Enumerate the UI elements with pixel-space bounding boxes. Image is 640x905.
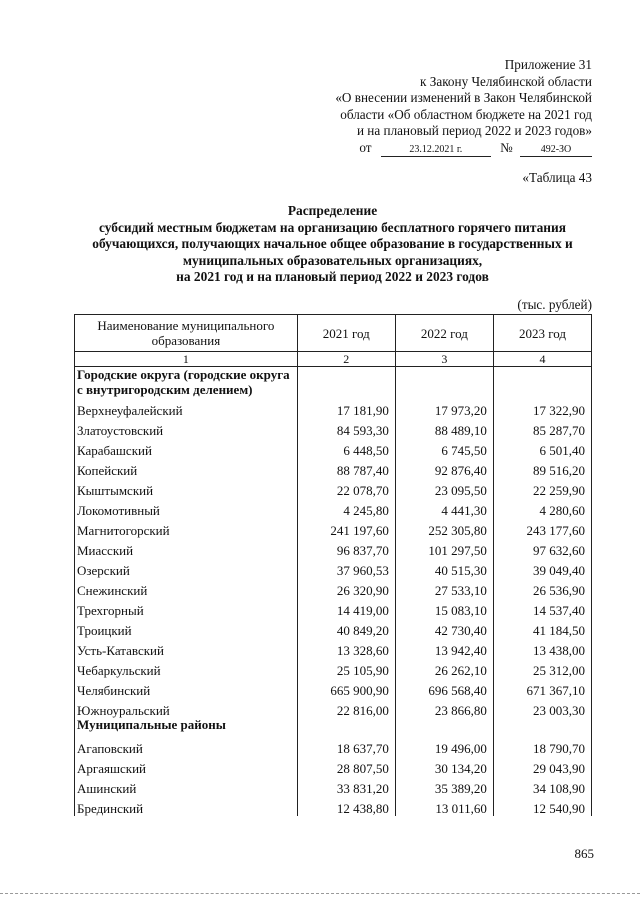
empty-cell [297,367,395,399]
value-2021: 37 960,53 [297,558,395,578]
municipality-name: Чебаркульский [75,658,298,678]
column-number: 3 [395,352,493,367]
value-2021: 26 320,90 [297,578,395,598]
empty-cell [395,718,493,736]
header-2023: 2023 год [493,315,591,352]
municipality-name: Челябинский [75,678,298,698]
municipality-name: Миасский [75,538,298,558]
table-row [75,558,592,578]
value-2021: 13 328,60 [297,638,395,658]
table-row [75,678,592,698]
value-2023: 41 184,50 [493,618,591,638]
value-2021: 96 837,70 [297,538,395,558]
value-2022: 17 973,20 [395,398,493,418]
value-2022: 13 011,60 [395,796,493,816]
table-body [75,367,592,817]
title-line: муниципальных образовательных организациях, [182,252,483,268]
section-title: Муниципальные районы [75,718,298,736]
column-number: 2 [297,352,395,367]
value-2021: 17 181,90 [297,398,395,418]
value-2023: 14 537,40 [493,598,591,618]
law-number: 492-ЗО [520,144,592,157]
municipality-name: Снежинский [75,578,298,598]
value-2022: 88 489,10 [395,418,493,438]
municipality-name: Троицкий [75,618,298,638]
table-reference: «Таблица 43 [522,170,592,185]
title-line: субсидий местным бюджетам на организацию бесплатного горячего питания [99,219,566,235]
value-2021: 4 245,80 [297,498,395,518]
title-line: обучающихся, получающих начальное общее образование в государственных и [92,236,573,252]
table-row [75,698,592,718]
number-prefix: № [500,139,513,155]
section-title: Городские округа (городские округа с внутригородским делением) [75,367,298,399]
value-2022: 23 866,80 [395,698,493,718]
table-row [75,618,592,638]
value-2021: 25 105,90 [297,658,395,678]
value-2023: 25 312,00 [493,658,591,678]
table-row [75,578,592,598]
value-2021: 88 787,40 [297,458,395,478]
table-row [75,438,592,458]
value-2023: 671 367,10 [493,678,591,698]
municipality-name: Усть-Катавский [75,638,298,658]
municipality-name: Южноуральский [75,698,298,718]
value-2023: 13 438,00 [493,638,591,658]
value-2022: 13 942,40 [395,638,493,658]
column-number: 4 [493,352,591,367]
municipality-name: Локомотивный [75,498,298,518]
value-2022: 252 305,80 [395,518,493,538]
value-2022: 30 134,20 [395,756,493,776]
law-date: 23.12.2021 г. [381,144,491,157]
page-number: 865 [574,846,594,861]
table-row [75,638,592,658]
municipality-name: Аргаяшский [75,756,298,776]
header-2021: 2021 год [297,315,395,352]
value-2022: 4 441,30 [395,498,493,518]
value-2023: 85 287,70 [493,418,591,438]
value-2021: 6 448,50 [297,438,395,458]
municipality-name: Златоустовский [75,418,298,438]
section-row [75,718,592,736]
value-2023: 39 049,40 [493,558,591,578]
value-2021: 14 419,00 [297,598,395,618]
empty-cell [395,367,493,399]
header-municipality: Наименование муниципального образования [75,315,298,352]
value-2021: 665 900,90 [297,678,395,698]
date-prefix: от [359,139,372,155]
value-2021: 22 078,70 [297,478,395,498]
municipality-name: Агаповский [75,736,298,756]
municipality-name: Магнитогорский [75,518,298,538]
footer-divider [0,893,640,894]
table-row [75,796,592,816]
empty-cell [493,718,591,736]
value-2022: 23 095,50 [395,478,493,498]
table-row [75,458,592,478]
appendix-line: и на плановый период 2022 и 2023 годов» [356,123,592,139]
appendix-line: области «Об областном бюджете на 2021 год [340,106,592,122]
table-row [75,498,592,518]
table-header-row [75,315,592,352]
value-2021: 241 197,60 [297,518,395,538]
value-2021: 22 816,00 [297,698,395,718]
value-2023: 23 003,30 [493,698,591,718]
value-2021: 18 637,70 [297,736,395,756]
municipality-name: Ашинский [75,776,298,796]
table-row [75,598,592,618]
table-row [75,756,592,776]
value-2021: 12 438,80 [297,796,395,816]
value-2022: 42 730,40 [395,618,493,638]
table-row [75,518,592,538]
document-title [60,203,605,286]
value-2022: 35 389,20 [395,776,493,796]
table-row [75,398,592,418]
title-line: Распределение [287,203,378,218]
table-row [75,776,592,796]
appendix-line: к Закону Челябинской области [420,73,592,89]
value-2021: 84 593,30 [297,418,395,438]
law-date-number-line [335,140,592,157]
section-row [75,367,592,399]
table-row [75,658,592,678]
table-row [75,418,592,438]
value-2023: 89 516,20 [493,458,591,478]
appendix-header [335,57,592,157]
value-2023: 26 536,90 [493,578,591,598]
value-2021: 33 831,20 [297,776,395,796]
appendix-line: Приложение 31 [504,57,592,72]
value-2022: 92 876,40 [395,458,493,478]
table-row [75,736,592,756]
municipality-name: Верхнеуфалейский [75,398,298,418]
value-2021: 28 807,50 [297,756,395,776]
table-row [75,538,592,558]
column-number: 1 [75,352,298,367]
value-2023: 6 501,40 [493,438,591,458]
value-2023: 17 322,90 [493,398,591,418]
value-2022: 27 533,10 [395,578,493,598]
table-row [75,478,592,498]
municipality-name: Трехгорный [75,598,298,618]
value-2022: 6 745,50 [395,438,493,458]
value-2023: 243 177,60 [493,518,591,538]
units-label: (тыс. рублей) [517,297,592,312]
value-2023: 22 259,90 [493,478,591,498]
value-2023: 34 108,90 [493,776,591,796]
value-2022: 696 568,40 [395,678,493,698]
value-2023: 29 043,90 [493,756,591,776]
appendix-line: «О внесении изменений в Закон Челябинской [335,90,592,106]
municipality-name: Карабашский [75,438,298,458]
municipality-name: Брединский [75,796,298,816]
municipality-name: Озерский [75,558,298,578]
value-2022: 15 083,10 [395,598,493,618]
header-2022: 2022 год [395,315,493,352]
value-2022: 40 515,30 [395,558,493,578]
value-2022: 19 496,00 [395,736,493,756]
column-number-row [75,352,592,367]
empty-cell [297,718,395,736]
municipality-name: Кыштымский [75,478,298,498]
value-2021: 40 849,20 [297,618,395,638]
value-2023: 97 632,60 [493,538,591,558]
subsidy-table [74,314,592,816]
value-2022: 101 297,50 [395,538,493,558]
value-2023: 4 280,60 [493,498,591,518]
title-line: на 2021 год и на плановый период 2022 и 2023 годов [176,269,489,285]
municipality-name: Копейский [75,458,298,478]
value-2022: 26 262,10 [395,658,493,678]
value-2023: 12 540,90 [493,796,591,816]
empty-cell [493,367,591,399]
value-2023: 18 790,70 [493,736,591,756]
